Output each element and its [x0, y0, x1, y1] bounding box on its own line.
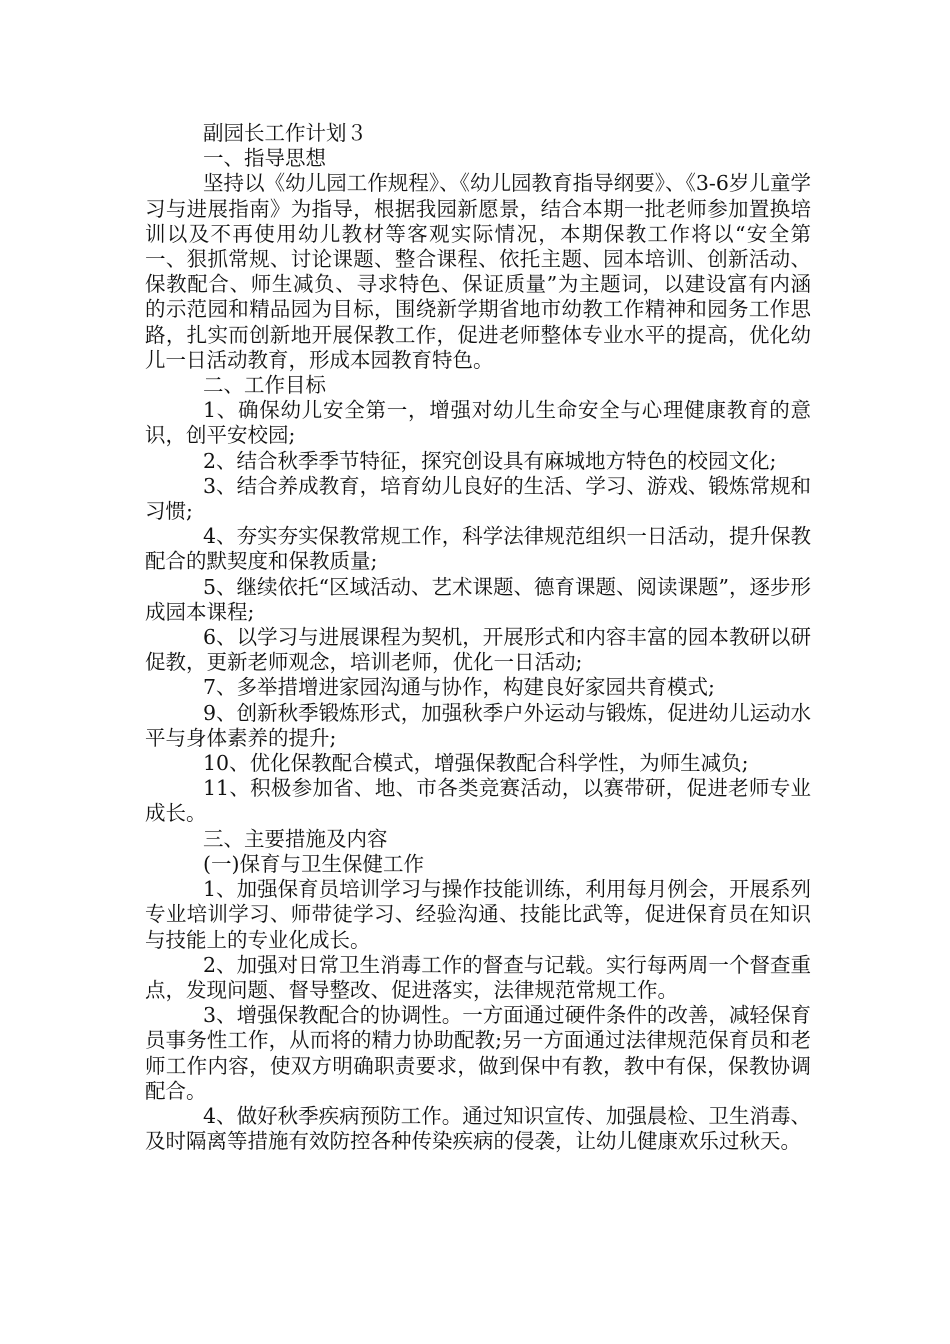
care-item: 1、加强保育员培训学习与操作技能训练，利用每月例会，开展系列专业培训学习、师带徒学习、经验沟通、技能比武等，促进保育员在知识与技能上的专业化成长。 [145, 877, 811, 952]
goal-item: 10、优化保教配合模式，增强保教配合科学性，为师生减负; [203, 751, 749, 776]
document-title: 副园长工作计划３ [203, 121, 367, 145]
goal-item: 3、结合养成教育，培育幼儿良好的生活、学习、游戏、锻炼常规和习惯; [145, 473, 811, 524]
goal-item: 1、确保幼儿安全第一，增强对幼儿生命安全与心理健康教育的意识，创平安校园; [145, 398, 811, 448]
goal-item: 7、多举措增进家园沟通与协作，构建良好家园共育模式; [203, 675, 715, 700]
section-heading-measures: 三、主要措施及内容 [203, 826, 388, 851]
document-page [145, 121, 811, 1154]
goal-item: 11、积极参加省、地、市各类竞赛活动，以赛带研，促进老师专业成长。 [145, 776, 811, 826]
care-item: 4、做好秋季疾病预防工作。通过知识宣传、加强晨检、卫生消毒、及时隔离等措施有效防控各种传染疾病的侵袭，让幼儿健康欢乐过秋天。 [145, 1103, 811, 1154]
goal-item: 2、结合秋季季节特征，探究创设具有麻城地方特色的校园文化; [203, 448, 777, 473]
section-heading-guiding: 一、指导思想 [203, 146, 326, 171]
subsection-heading-care: (一)保育与卫生保健工作 [203, 851, 424, 876]
goal-item: 6、以学习与进展课程为契机，开展形式和内容丰富的园本教研以研促教，更新老师观念，培训老师，优化一日活动; [145, 625, 811, 675]
section-heading-goals: 二、工作目标 [203, 373, 326, 398]
guiding-paragraph: 坚持以《幼儿园工作规程》、《幼儿园教育指导纲要》、《3-6岁儿童学习与进展指南》为指导，根据我园新愿景，结合本期一批老师参加置换培训以及不再使用幼儿教材等客观实际情况，本期保教工作将以“安全第一、狠抓常规、讨论课题、整合课程、依托主题、园本培训、创新活动、保教配合、师生减负、寻求特色、保证质量”为主题词，以建设富有内涵的示范园和精品园为目标，围绕新学期省地市幼教工作精神和园务工作思路，扎实而创新地开展保教工作，促进老师整体专业水平的提高，优化幼儿一日活动教育，形成本园教育特色。 [145, 171, 811, 372]
goal-item: 9、创新秋季锻炼形式，加强秋季户外运动与锻炼，促进幼儿运动水平与身体素养的提升; [145, 700, 811, 750]
care-item: 3、增强保教配合的协调性。一方面通过硬件条件的改善，减轻保育员事务性工作，从而将的精力协助配教;另一方面通过法律规范保育员和老师工作内容，使双方明确职责要求，做到保中有教，教中有保，保教协调配合。 [145, 1003, 811, 1103]
care-item: 2、加强对日常卫生消毒工作的督查与记载。实行每两周一个督查重点，发现问题、督导整改、促进落实，法律规范常规工作。 [145, 952, 811, 1002]
goal-item: 4、夯实夯实保教常规工作，科学法律规范组织一日活动，提升保教配合的默契度和保教质量; [145, 524, 811, 574]
goal-item: 5、继续依托“区域活动、艺术课题、德育课题、阅读课题”，逐步形成园本课程; [145, 574, 812, 624]
